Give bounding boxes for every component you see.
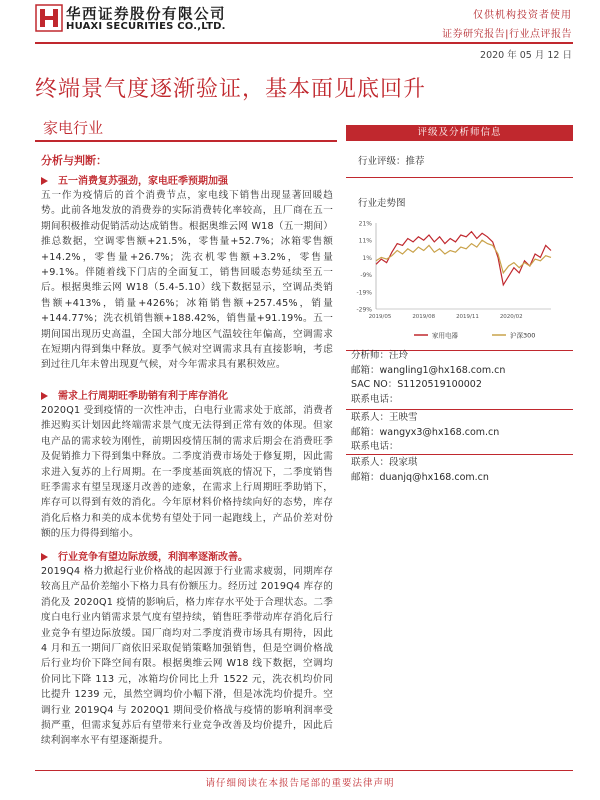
contact-block [351, 411, 499, 455]
section-body-3: 2019Q4 格力掀起行业价格战的起因源于行业需求疲弱，同期库存较高且产品价差缩小下格力具有份额压力。经历过 2019Q4 库存的消化及 2020Q1 疫情的影响后，格力库存水平处于合理状态。二季度白电行业内销需求景气度有望持续，销售旺季带动库存消化后行业竞争有望边际放缓。国厂商均对二季度消费市场具有期待，因此 4 月和五一期间厂商依旧采取促销策略加强销售，但是空调价格战后行业均价下降空间有限。根据奥维云网 W18 线下数据，空调均价同比下降 113 元，冰箱均价同比上升 1522 元，洗衣机均价同比提升 1239 元，虽然空调均价小幅下滑，但是冰洗均价提升。空调行业 2019Q4 与 2020Q1 期间受价格战与疫情的影响利润率受损严重，但需求复苏后有望带来行业竞争改善及均价提升，因此后续利润率水平有望逐渐提升。 [41, 566, 333, 747]
y-tick-label: 1% [362, 254, 372, 262]
report-header [0, 0, 600, 40]
industry-divider [35, 140, 337, 142]
sidebar-divider [346, 454, 573, 455]
legend-label: 沪深300 [510, 331, 536, 340]
section-heading-text: 需求上行周期旺季助销有利于库存消化 [58, 391, 228, 402]
contact-line: 邮箱：wangling1@hx168.com.cn [351, 364, 506, 376]
sidebar-divider [346, 177, 573, 178]
section-heading-text: 五一消费复苏强劲，家电旺季预期加强 [58, 176, 228, 187]
legend-label: 家用电器 [432, 331, 458, 340]
company-name-cn: 华西证券股份有限公司 [66, 7, 226, 23]
sidebar-divider [346, 409, 573, 410]
y-tick-label: 11% [358, 237, 372, 245]
trend-chart-label: 行业走势图 [358, 198, 406, 209]
contact-line: 联系人：王映雪 [351, 412, 418, 423]
contact-line: 联系电话： [351, 441, 399, 452]
contact-line: 邮箱：duanjq@hx168.com.cn [351, 471, 489, 483]
analyst-block [351, 349, 505, 407]
section-heading-1 [41, 172, 228, 187]
huaxi-logo-icon [35, 4, 63, 32]
header-tagline: 仅供机构投资者使用 [473, 10, 572, 21]
section-heading-text: 行业竞争有望边际放缓，利润率逐渐改善。 [58, 552, 248, 563]
contact-block [351, 456, 489, 485]
y-tick-label: -9% [360, 272, 372, 280]
x-tick-label: 2019/08 [412, 314, 436, 320]
contact-line: 联系电话： [351, 393, 399, 405]
report-title: 终端景气度逐渐验证，基本面见底回升 [35, 77, 427, 102]
contact-line: SAC NO：S1120519100002 [351, 379, 482, 390]
sidebar-header: 评级及分析师信息 [346, 125, 573, 141]
contact-line: 邮箱：wangyx3@hx168.com.cn [351, 426, 500, 438]
series-line-0 [376, 232, 551, 285]
section-body-1: 五一作为疫情后的首个消费节点，家电线下销售出现显著回暖趋势。此前各地发放的消费券的实际消费转化率较高，且厂商在五一期间积极推动促销活动达成销售。根据奥维云网 W18（五一期间）推总数据，空调零售额+21.5%，零售量+52.7%；冰箱零售额+14.2%，零售量+26.7%；洗衣机零售额+3.2%，零售量+9.1%。伴随着线下门店的全面复工，销售回暖态势延续至五一后。根据奥维云网 W18（5.4-5.10）线下数据显示，空调品类销售额+413%，销量+426%；冰箱销售额+257.45%，销量+144.77%；洗衣机销售额+188.42%，销售量+91.19%。五一期间国出现历史高温，全国大部分地区气温较往年偏高，空调需求在短期内得到集中释放。夏季气候对空调需求具有直接影响，考虑到过往几年未曾出现夏气候，对今年需求具有累积效应。 [41, 190, 333, 371]
contact-line: 分析师：汪玲 [351, 350, 409, 361]
x-tick-label: 2019/05 [368, 314, 392, 320]
section-body-2: 2020Q1 受到疫情的一次性冲击，白电行业需求处于底部，消费者推迟购买计划因此终端需求景气度无法得到正常有效的体现。但家电产品的需求较为刚性，前期因疫情压制的需求后期会在消费旺季及促销推力下得到集中释放。二季度消费市场处于修复期，因此需求进入复苏的上行周期。在一季度基面筑底的情况下，二季度销售旺季需求有望呈现逐月改善的迹象，在需求上行周期旺季助销下，库存可以得到有效的消化。今年原材料价格持续向好的态势，库存消化后格力和美的成本优势有望处于同一起跑线上，产品价差对份额的压力得得到缩小。 [41, 405, 333, 540]
y-tick-label: -29% [356, 306, 372, 314]
x-tick-label: 2020/02 [499, 314, 523, 320]
industry-label: 家电行业 [43, 119, 104, 137]
bullet-arrow-icon [41, 392, 48, 400]
bullet-arrow-icon [41, 553, 48, 561]
industry-rating: 行业评级：推荐 [358, 156, 425, 167]
section-heading-2 [41, 387, 228, 402]
bullet-arrow-icon [41, 177, 48, 185]
footer-divider [35, 770, 573, 771]
x-tick-label: 2019/11 [456, 314, 479, 320]
header-divider [35, 42, 573, 44]
company-name-en: HUAXI SECURITIES CO.,LTD. [66, 21, 226, 32]
legal-notice: 请仔细阅读在本报告尾部的重要法律声明 [205, 778, 395, 789]
report-date: 2020 年 05 月 12 日 [480, 50, 572, 61]
y-tick-label: 21% [358, 220, 372, 228]
analysis-heading: 分析与判断： [41, 154, 107, 167]
report-type: 证券研究报告|行业点评报告 [442, 29, 572, 40]
y-tick-label: -19% [356, 289, 372, 297]
sidebar [346, 125, 573, 483]
trend-chart [346, 211, 573, 356]
section-heading-3 [41, 548, 248, 563]
contact-line: 联系人：段家琪 [351, 457, 418, 468]
